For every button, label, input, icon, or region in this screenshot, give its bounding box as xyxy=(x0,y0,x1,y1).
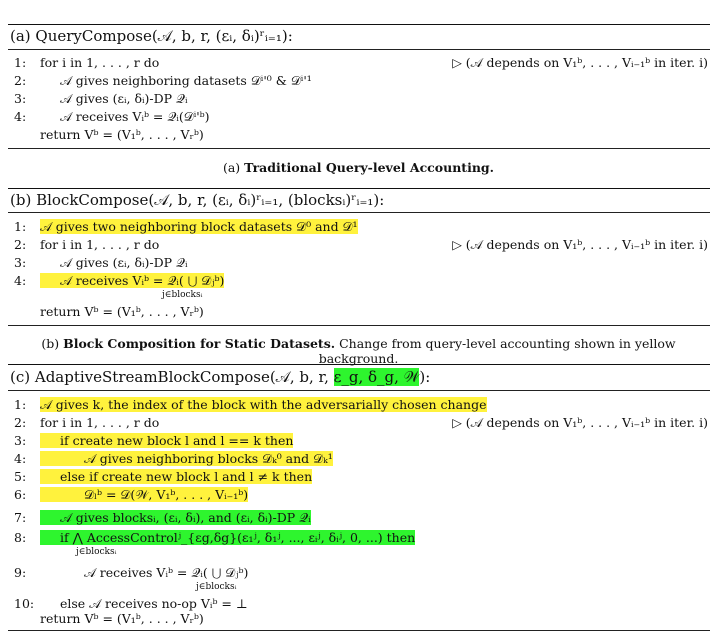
section-c-title-rule xyxy=(8,390,710,391)
section-a-title-rule xyxy=(8,49,710,50)
section-b-title-rule xyxy=(8,212,710,213)
algo-a-line-2: 2: 𝒜 gives neighboring datasets 𝒟ⁱ'⁰ & 𝒟ⁱ'¹ xyxy=(14,73,312,88)
section-a-top-rule xyxy=(8,24,710,25)
algo-a-line-3: 3: 𝒜 gives (εᵢ, δᵢ)-DP 𝒬ᵢ xyxy=(14,91,188,106)
algo-b-comment: ▷ (𝒜 depends on V₁ᵇ, . . . , Vᵢ₋₁ᵇ in iter. i) xyxy=(452,237,708,252)
algo-a-line-1: 1: for i in 1, . . . , r do xyxy=(14,55,160,70)
algo-c-line-5: 5: else if create new block l and l ≠ k then xyxy=(14,469,313,484)
algo-c-line-9: 9: 𝒜 receives Vᵢᵇ = 𝒬ᵢ( ⋃ 𝒟ⱼᵇ) xyxy=(14,565,249,580)
section-b-top-rule xyxy=(8,188,710,189)
section-c-bottom-rule xyxy=(8,630,710,631)
section-a-bottom-rule xyxy=(8,148,710,149)
algo-c-line-10: 10: else 𝒜 receives no-op Vᵢᵇ = ⊥ xyxy=(14,596,248,611)
algo-c-line-4: 4: 𝒜 gives neighboring blocks 𝒟ₖ⁰ and 𝒟ₖ¹ xyxy=(14,451,333,466)
algo-a-comment: ▷ (𝒜 depends on V₁ᵇ, . . . , Vᵢ₋₁ᵇ in iter. i) xyxy=(452,55,708,70)
section-a-title: (a) QueryCompose(𝒜, b, r, (εᵢ, δᵢ)ʳᵢ₌₁): xyxy=(10,27,293,45)
algo-c-and-subscript: j∈blocksᵢ xyxy=(76,547,117,557)
section-b-title: (b) BlockCompose(𝒜, b, r, (εᵢ, δᵢ)ʳᵢ₌₁, (blocksᵢ)ʳᵢ₌₁): xyxy=(10,191,385,209)
algo-b-return: return Vᵇ = (V₁ᵇ, . . . , Vᵣᵇ) xyxy=(40,304,204,319)
section-c-title: (c) AdaptiveStreamBlockCompose(𝒜, b, r, ε_g, δ_g, 𝒲): xyxy=(10,368,431,386)
algo-c-line-7: 7: 𝒜 gives blocksᵢ, (εᵢ, δᵢ), and (εᵢ, δᵢ)-DP 𝒬ᵢ xyxy=(14,510,311,525)
algo-a-line-4: 4: 𝒜 receives Vᵢᵇ = 𝒬ᵢ(𝒟ⁱ'ᵇ) xyxy=(14,109,210,124)
algo-c-line-1: 1: 𝒜 gives k, the index of the block with the adversarially chosen change xyxy=(14,397,487,412)
algo-a-return: return Vᵇ = (V₁ᵇ, . . . , Vᵣᵇ) xyxy=(40,127,204,142)
algo-b-line-2: 2: for i in 1, . . . , r do xyxy=(14,237,160,252)
algo-c-line-6: 6: 𝒟ₗᵇ = 𝒟(𝒲, V₁ᵇ, . . . , Vᵢ₋₁ᵇ) xyxy=(14,487,249,502)
algo-b-line-3: 3: 𝒜 gives (εᵢ, δᵢ)-DP 𝒬ᵢ xyxy=(14,255,188,270)
algo-b-line-4: 4: 𝒜 receives Vᵢᵇ = 𝒬ᵢ( ⋃ 𝒟ⱼᵇ) xyxy=(14,273,225,288)
algo-c-line-3: 3: if create new block l and l == k then xyxy=(14,433,294,448)
algo-c-union-subscript: j∈blocksᵢ xyxy=(196,582,237,592)
caption-b: (b) Block Composition for Static Datasets. Change from query-level accounting shown in yellow background. xyxy=(41,336,676,366)
algo-b-union-subscript: j∈blocksᵢ xyxy=(162,290,203,300)
algo-b-line-1: 1: 𝒜 gives two neighboring block datasets 𝒟⁰ and 𝒟¹ xyxy=(14,219,358,234)
algo-c-line-8: 8: if ⋀ AccessControlʲ_{εg,δg}(ε₁ʲ, δ₁ʲ, ..., εᵢʲ, δᵢʲ, 0, ...) then xyxy=(14,530,416,545)
caption-a: (a) Traditional Query-level Accounting. xyxy=(222,160,495,175)
section-c-top-rule xyxy=(8,364,710,365)
algo-c-comment: ▷ (𝒜 depends on V₁ᵇ, . . . , Vᵢ₋₁ᵇ in iter. i) xyxy=(452,415,708,430)
algo-c-line-2: 2: for i in 1, . . . , r do xyxy=(14,415,160,430)
section-b-bottom-rule xyxy=(8,325,710,326)
algo-c-return: return Vᵇ = (V₁ᵇ, . . . , Vᵣᵇ) xyxy=(40,611,204,626)
